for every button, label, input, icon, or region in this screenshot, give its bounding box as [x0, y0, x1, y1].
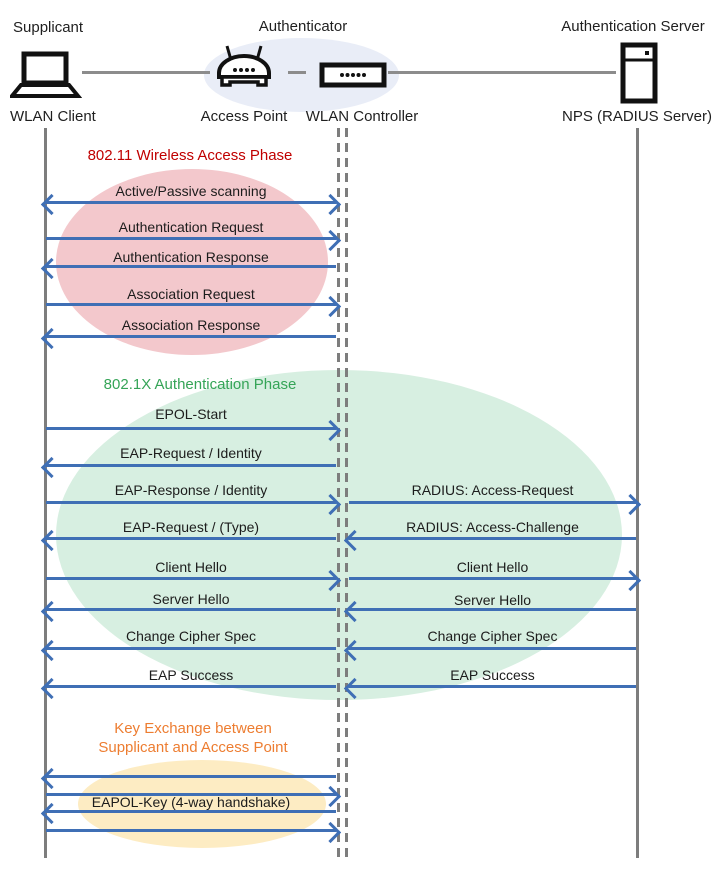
message-label-authentication-request: Authentication Request: [118, 219, 264, 235]
arrow-client-hello-left: [46, 577, 336, 580]
lifeline-wlan-controller-right: [345, 128, 348, 858]
message-label-eap-success-right: EAP Success: [450, 667, 535, 683]
connector-controller-server: [388, 71, 616, 74]
server-icon: [620, 42, 658, 104]
arrow-eap-success-right: [349, 685, 636, 688]
laptop-icon: [10, 50, 82, 100]
lifeline-nps-server: [636, 128, 639, 858]
phase2-title: 802.1X Authentication Phase: [103, 376, 297, 393]
arrow-eap-request-type: [46, 537, 336, 540]
arrow-eap-request-identity: [46, 464, 336, 467]
message-label-eap-response-identity: EAP-Response / Identity: [114, 482, 268, 498]
arrow-epol-start: [46, 427, 336, 430]
connector-ap-controller: [288, 71, 306, 74]
message-label-epol-start: EPOL-Start: [155, 406, 227, 422]
switch-icon: [319, 62, 387, 88]
message-label-eap-success-left: EAP Success: [148, 667, 234, 683]
arrow-eap-success-left: [46, 685, 336, 688]
arrow-server-hello-left: [46, 608, 336, 611]
message-label-authentication-response: Authentication Response: [113, 249, 269, 265]
node-wlan-client: WLAN Client: [10, 108, 96, 125]
message-label-server-hello-left: Server Hello: [152, 591, 230, 607]
message-label-association-response: Association Response: [121, 317, 261, 333]
phase3-title-line2: Supplicant and Access Point: [98, 739, 288, 756]
arrow-eap-response-identity: [46, 501, 336, 504]
role-supplicant: Supplicant: [13, 19, 84, 36]
message-label-association-request: Association Request: [127, 286, 255, 302]
arrow-authentication-response: [46, 265, 336, 268]
arrow-radius-access-challenge: [349, 537, 636, 540]
arrow-association-response: [46, 335, 336, 338]
connector-client-ap: [82, 71, 210, 74]
role-authenticator: Authenticator: [258, 18, 348, 35]
phase1-title: 802.11 Wireless Access Phase: [87, 147, 293, 164]
node-wlan-controller: WLAN Controller: [305, 108, 419, 125]
message-label-eapol-key: EAPOL-Key (4-way handshake): [91, 794, 291, 810]
message-label-eap-request-type: EAP-Request / (Type): [122, 519, 260, 535]
arrow-change-cipher-spec-right: [349, 647, 636, 650]
role-authentication-server: Authentication Server: [561, 18, 705, 35]
arrow-radius-access-request: [349, 501, 636, 504]
arrow-change-cipher-spec-left: [46, 647, 336, 650]
message-label-change-cipher-spec-right: Change Cipher Spec: [427, 628, 558, 644]
arrow-server-hello-right: [349, 608, 636, 611]
arrow-association-request: [46, 303, 336, 306]
arrow-eapol-key-3: [46, 810, 336, 813]
message-label-client-hello-left: Client Hello: [155, 559, 227, 575]
phase3-title-line1: Key Exchange between: [114, 720, 272, 737]
arrow-scanning: [46, 201, 336, 204]
arrow-eapol-key-1: [46, 775, 336, 778]
node-access-point: Access Point: [200, 108, 288, 125]
arrow-eapol-key-4: [46, 829, 336, 832]
message-label-radius-access-request: RADIUS: Access-Request: [411, 482, 574, 498]
node-nps-radius-server: NPS (RADIUS Server): [561, 108, 713, 125]
arrow-client-hello-right: [349, 577, 636, 580]
message-label-scanning: Active/Passive scanning: [115, 183, 267, 199]
message-label-server-hello-right: Server Hello: [453, 592, 532, 608]
arrow-authentication-request: [46, 237, 336, 240]
wireless-router-icon: [211, 44, 277, 92]
message-label-eap-request-identity: EAP-Request / Identity: [120, 445, 262, 461]
message-label-change-cipher-spec-left: Change Cipher Spec: [126, 628, 256, 644]
message-label-client-hello-right: Client Hello: [456, 559, 529, 575]
message-label-radius-access-challenge: RADIUS: Access-Challenge: [406, 519, 579, 535]
